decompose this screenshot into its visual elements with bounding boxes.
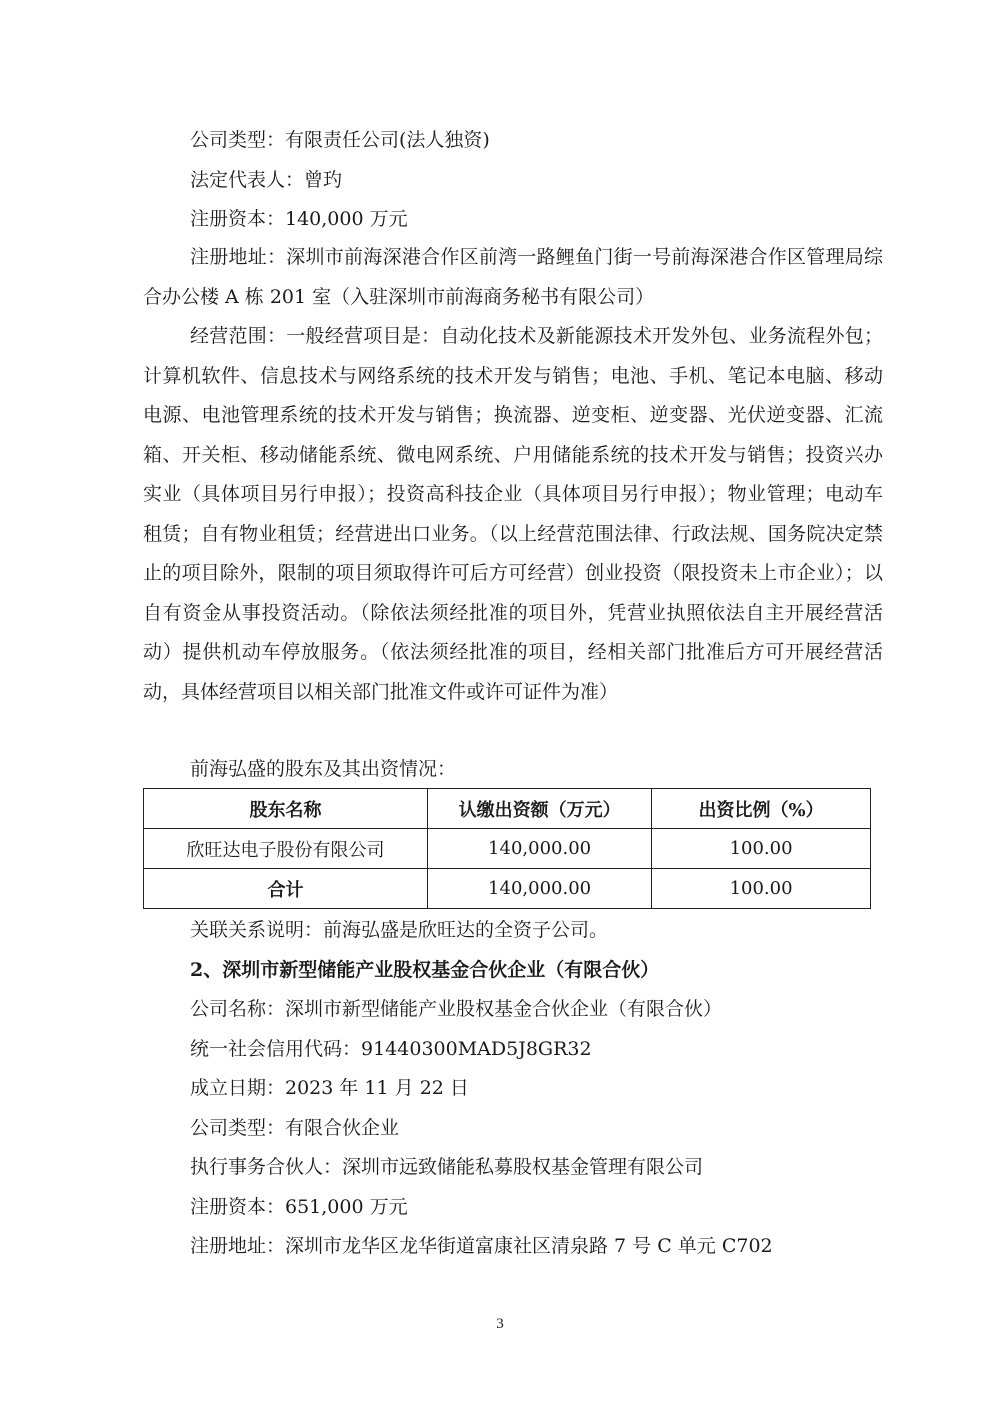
table-cell-total-label: 合计 [144, 869, 428, 909]
company2-address-line: 注册地址：深圳市龙华区龙华街道富康社区清泉路 7 号 C 单元 C702 [190, 1235, 773, 1257]
table-cell-shareholder: 欣旺达电子股份有限公司 [144, 829, 428, 869]
page-number: 3 [496, 1316, 504, 1332]
section-heading-2: 2、深圳市新型储能产业股权基金合伙企业（有限合伙） [190, 959, 660, 981]
column-header-shareholder: 股东名称 [144, 789, 428, 829]
table-header-row [144, 789, 871, 829]
shareholders-table [143, 788, 871, 909]
column-header-contribution-ratio: 出资比例（%） [652, 789, 871, 829]
table-cell-ratio: 100.00 [652, 829, 871, 869]
table-cell-total-amount: 140,000.00 [428, 869, 652, 909]
shareholders-intro-line: 前海弘盛的股东及其出资情况： [190, 758, 457, 780]
company2-type-line: 公司类型：有限合伙企业 [190, 1117, 400, 1139]
company-type-line: 公司类型：有限责任公司(法人独资) [190, 129, 490, 151]
business-scope-paragraph: 经营范围：一般经营项目是：自动化技术及新能源技术开发外包、业务流程外包；计算机软件、信息技术与网络系统的技术开发与销售；电池、手机、笔记本电脑、移动电源、电池管理系统的技术开发与销售；换流器、逆变柜、逆变器、光伏逆变器、汇流箱、开关柜、移动储能系统、微电网系统、户用储能系统的技术开发与销售；投资兴办实业（具体项目另行申报）；投资高科技企业（具体项目另行申报）；物业管理；电动车租赁；自有物业租赁；经营进出口业务。（以上经营范围法律、行政法规、国务院决定禁止的项目除外，限制的项目须取得许可后方可经营）创业投资（限投资未上市企业）；以自有资金从事投资活动。（除依法须经批准的项目外，凭营业执照依法自主开展经营活动）提供机动车停放服务。（依法须经批准的项目，经相关部门批准后方可开展经营活动，具体经营项目以相关部门批准文件或许可证件为准） [143, 325, 883, 703]
executive-partner-line: 执行事务合伙人：深圳市远致储能私募股权基金管理有限公司 [190, 1156, 704, 1178]
credit-code-line: 统一社会信用代码：91440300MAD5J8GR32 [190, 1038, 592, 1060]
legal-representative-line: 法定代表人：曾玓 [190, 169, 343, 191]
established-date-line: 成立日期：2023 年 11 月 22 日 [190, 1077, 469, 1099]
company-name-line: 公司名称：深圳市新型储能产业股权基金合伙企业（有限合伙） [190, 998, 723, 1020]
registered-address-paragraph: 注册地址：深圳市前海深港合作区前湾一路鲤鱼门街一号前海深港合作区管理局综合办公楼 A 栋 201 室（入驻深圳市前海商务秘书有限公司） [143, 246, 883, 308]
table-total-row [144, 869, 871, 909]
column-header-subscribed-amount: 认缴出资额（万元） [428, 789, 652, 829]
table-cell-total-ratio: 100.00 [652, 869, 871, 909]
registered-capital-line: 注册资本：140,000 万元 [190, 208, 408, 230]
table-row [144, 829, 871, 869]
company2-capital-line: 注册资本：651,000 万元 [190, 1196, 408, 1218]
relation-note-line: 关联关系说明：前海弘盛是欣旺达的全资子公司。 [190, 919, 609, 941]
table-cell-amount: 140,000.00 [428, 829, 652, 869]
